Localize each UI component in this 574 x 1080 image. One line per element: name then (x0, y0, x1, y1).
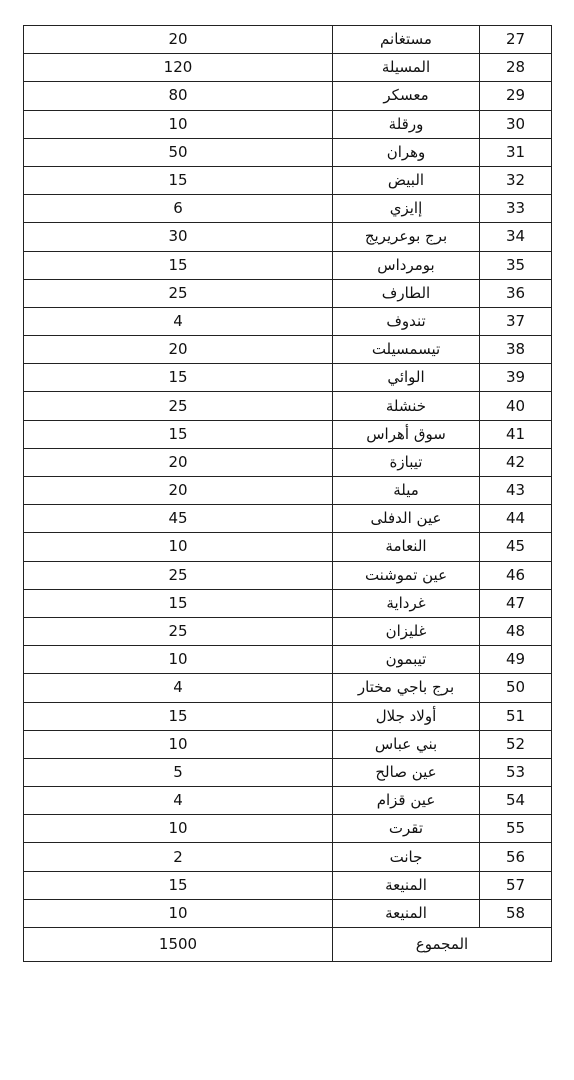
value-cell: 10 (24, 533, 333, 561)
row-number-cell: 31 (480, 138, 552, 166)
total-label: المجموع (333, 928, 552, 962)
wilaya-name-cell: الوائي (333, 364, 480, 392)
value-cell: 15 (24, 589, 333, 617)
wilaya-name-cell: النعامة (333, 533, 480, 561)
table-row (24, 166, 552, 194)
value-cell: 4 (24, 674, 333, 702)
table-row (24, 589, 552, 617)
table-row (24, 138, 552, 166)
value-cell: 25 (24, 279, 333, 307)
wilaya-name-cell: الطارف (333, 279, 480, 307)
table-row (24, 307, 552, 335)
table-row (24, 420, 552, 448)
table-row (24, 110, 552, 138)
wilaya-name-cell: إايزي (333, 195, 480, 223)
row-number-cell: 29 (480, 82, 552, 110)
value-cell: 20 (24, 26, 333, 54)
value-cell: 2 (24, 843, 333, 871)
value-cell: 25 (24, 561, 333, 589)
row-number-cell: 28 (480, 54, 552, 82)
table-row (24, 674, 552, 702)
wilaya-name-cell: مستغانم (333, 26, 480, 54)
value-cell: 10 (24, 815, 333, 843)
table-row (24, 82, 552, 110)
value-cell: 15 (24, 166, 333, 194)
table-body (24, 26, 552, 928)
value-cell: 10 (24, 110, 333, 138)
wilaya-name-cell: بني عباس (333, 730, 480, 758)
row-number-cell: 54 (480, 787, 552, 815)
value-cell: 30 (24, 223, 333, 251)
row-number-cell: 27 (480, 26, 552, 54)
wilaya-name-cell: تيبازة (333, 448, 480, 476)
wilaya-name-cell: أولاد جلال (333, 702, 480, 730)
row-number-cell: 49 (480, 646, 552, 674)
value-cell: 15 (24, 420, 333, 448)
row-number-cell: 48 (480, 617, 552, 645)
value-cell: 15 (24, 871, 333, 899)
row-number-cell: 50 (480, 674, 552, 702)
wilaya-name-cell: برج باجي مختار (333, 674, 480, 702)
table-row (24, 899, 552, 927)
row-number-cell: 52 (480, 730, 552, 758)
row-number-cell: 39 (480, 364, 552, 392)
value-cell: 15 (24, 702, 333, 730)
wilaya-name-cell: جانت (333, 843, 480, 871)
wilaya-name-cell: برج بوعريريج (333, 223, 480, 251)
table-row (24, 758, 552, 786)
quota-table (23, 25, 552, 962)
value-cell: 5 (24, 758, 333, 786)
value-cell: 25 (24, 392, 333, 420)
value-cell: 15 (24, 251, 333, 279)
value-cell: 120 (24, 54, 333, 82)
wilaya-name-cell: غرداية (333, 589, 480, 617)
table-row (24, 251, 552, 279)
value-cell: 4 (24, 307, 333, 335)
wilaya-name-cell: عين قزام (333, 787, 480, 815)
value-cell: 10 (24, 899, 333, 927)
row-number-cell: 45 (480, 533, 552, 561)
row-number-cell: 43 (480, 477, 552, 505)
value-cell: 20 (24, 448, 333, 476)
value-cell: 4 (24, 787, 333, 815)
wilaya-name-cell: عين تموشنت (333, 561, 480, 589)
table-row (24, 730, 552, 758)
table-row (24, 505, 552, 533)
row-number-cell: 58 (480, 899, 552, 927)
row-number-cell: 41 (480, 420, 552, 448)
table-row (24, 815, 552, 843)
value-cell: 80 (24, 82, 333, 110)
wilaya-name-cell: غليزان (333, 617, 480, 645)
row-number-cell: 34 (480, 223, 552, 251)
row-number-cell: 55 (480, 815, 552, 843)
wilaya-name-cell: المنيعة (333, 899, 480, 927)
total-value: 1500 (24, 928, 333, 962)
wilaya-name-cell: خنشلة (333, 392, 480, 420)
table-row (24, 448, 552, 476)
value-cell: 10 (24, 730, 333, 758)
table-row (24, 477, 552, 505)
wilaya-name-cell: وهران (333, 138, 480, 166)
value-cell: 6 (24, 195, 333, 223)
wilaya-name-cell: معسكر (333, 82, 480, 110)
table-row (24, 364, 552, 392)
wilaya-name-cell: المسيلة (333, 54, 480, 82)
wilaya-name-cell: ميلة (333, 477, 480, 505)
wilaya-name-cell: تقرت (333, 815, 480, 843)
table-row (24, 871, 552, 899)
row-number-cell: 40 (480, 392, 552, 420)
value-cell: 25 (24, 617, 333, 645)
wilaya-name-cell: تيبمون (333, 646, 480, 674)
value-cell: 15 (24, 364, 333, 392)
row-number-cell: 47 (480, 589, 552, 617)
row-number-cell: 42 (480, 448, 552, 476)
row-number-cell: 36 (480, 279, 552, 307)
wilaya-name-cell: ورقلة (333, 110, 480, 138)
row-number-cell: 51 (480, 702, 552, 730)
value-cell: 20 (24, 477, 333, 505)
row-number-cell: 53 (480, 758, 552, 786)
wilaya-name-cell: سوق أهراس (333, 420, 480, 448)
wilaya-name-cell: عين الدفلى (333, 505, 480, 533)
value-cell: 10 (24, 646, 333, 674)
row-number-cell: 46 (480, 561, 552, 589)
table-row (24, 561, 552, 589)
table-row (24, 195, 552, 223)
wilaya-name-cell: عين صالح (333, 758, 480, 786)
row-number-cell: 32 (480, 166, 552, 194)
table-row (24, 336, 552, 364)
table-row (24, 843, 552, 871)
value-cell: 45 (24, 505, 333, 533)
value-cell: 20 (24, 336, 333, 364)
table-row (24, 26, 552, 54)
wilaya-name-cell: بومرداس (333, 251, 480, 279)
row-number-cell: 44 (480, 505, 552, 533)
table-row (24, 54, 552, 82)
row-number-cell: 57 (480, 871, 552, 899)
table-row (24, 702, 552, 730)
table-row (24, 392, 552, 420)
table-row (24, 223, 552, 251)
total-row (24, 928, 552, 962)
row-number-cell: 33 (480, 195, 552, 223)
table-row (24, 787, 552, 815)
value-cell: 50 (24, 138, 333, 166)
wilaya-name-cell: تندوف (333, 307, 480, 335)
row-number-cell: 38 (480, 336, 552, 364)
row-number-cell: 35 (480, 251, 552, 279)
row-number-cell: 37 (480, 307, 552, 335)
table-row (24, 279, 552, 307)
table-row (24, 617, 552, 645)
wilaya-name-cell: تيسمسيلت (333, 336, 480, 364)
table-row (24, 646, 552, 674)
wilaya-name-cell: المنيعة (333, 871, 480, 899)
wilaya-name-cell: البيض (333, 166, 480, 194)
table-row (24, 533, 552, 561)
row-number-cell: 30 (480, 110, 552, 138)
row-number-cell: 56 (480, 843, 552, 871)
